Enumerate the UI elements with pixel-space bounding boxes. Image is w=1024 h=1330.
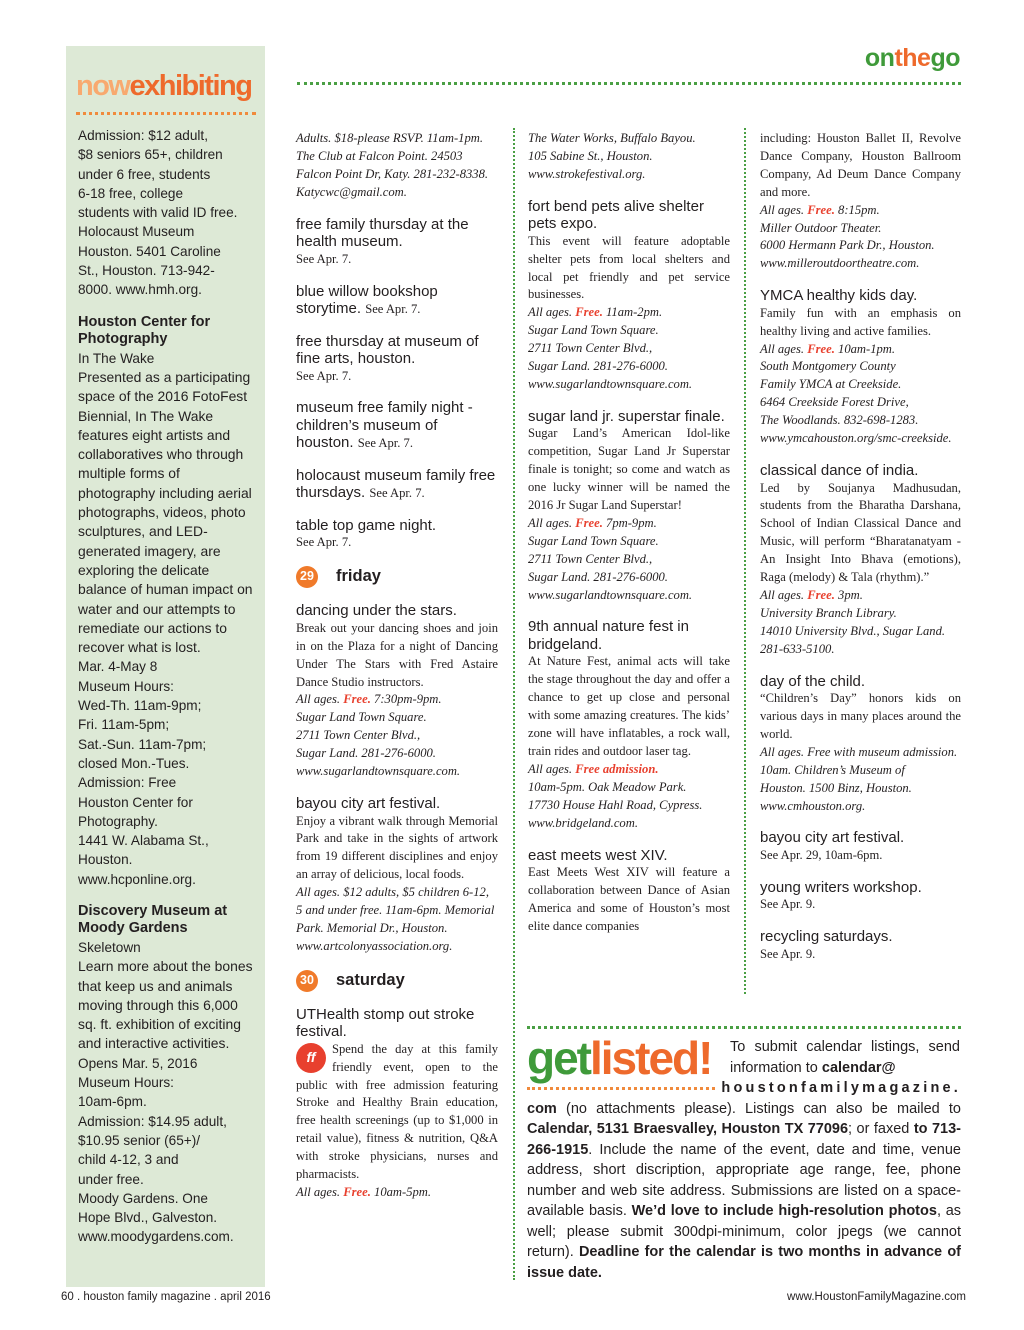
event-description: East Meets West XIV will feature a collaboration between Dance of Asian America and some of Houston’s most elite dance companies	[528, 865, 730, 933]
deadline-note: Deadline for the calendar is two months in advance of issue date.	[527, 1244, 962, 1281]
event-title: YMCA healthy kids day.	[760, 287, 918, 305]
event-description: “Children’s Day” honors kids on various days in many places around the world.	[760, 691, 961, 741]
event-see: See Apr. 7.	[296, 535, 352, 550]
get-listed-title: getlisted!	[527, 1032, 712, 1084]
event-details: All ages. Free. 11am-2pm.	[528, 305, 663, 320]
event-description: At Nature Fest, animal acts will take the stage throughout the day and offer a chance to get up close and personal with some amazing creatures. The kids’ zone will have inflatables, a rock wall, train rides and outdoor laser tag.	[528, 654, 730, 758]
event-title: free thursday at museum of fine arts, houston.	[296, 332, 479, 368]
day-header-30	[296, 970, 498, 992]
get-listed-intro: To submit calendar listings, send information to calendar@	[730, 1039, 960, 1076]
dm-title: Discovery Museum at Moody Gardens	[78, 902, 228, 937]
event-details: All ages. Free. 3pm.	[760, 587, 863, 602]
event-description: Enjoy a vibrant walk through Memorial Park and take in the sights of artwork from 19 different disciplines and enjoy an array of delicious, local foods.	[296, 813, 498, 882]
hcp-subtitle: In The Wake	[78, 350, 155, 366]
day-label: saturday	[336, 970, 405, 989]
column-divider	[744, 128, 746, 994]
event-details: All ages. Free. 7pm-9pm.	[528, 515, 657, 530]
event-title: museum free family night - children’s museum of houston. See Apr. 7.	[296, 399, 473, 452]
event-title: classical dance of india.	[760, 462, 919, 479]
event-title: young writers workshop.	[760, 878, 922, 896]
event-title: table top game night.	[296, 516, 437, 534]
event-description: Sugar Land’s American Idol-like competition, Sugar Land Jr Superstar finale is tonight; so come and watch as one lucky winner will be named the 2016 Jr Sugar Land Superstar!	[528, 426, 730, 512]
event-description: Led by Soujanya Madhusudan, students from the Bharatha Darshana, School of Indian Classical Dance and Music, will perform “Bharatanatyam - An Insight Into Bhava (emotions), Raga (melody) & Tala (rhythm).”	[760, 480, 961, 585]
event-title: blue willow bookshop storytime. See Apr. 7.	[296, 282, 438, 318]
event-title: day of the child.	[760, 672, 866, 690]
event-intro: Adults. $18-please RSVP. 11am-1pm. The Club at Falcon Point. 24503 Falcon Point Dr, Katy. 281-232-8338. Katycwc@gmail.com.	[296, 131, 489, 199]
event-title: free family thursday at the health museum.	[296, 215, 469, 251]
event-description: including: Houston Ballet II, Revolve Dance Company, Houston Ballroom Company, Ad Deum Dance Company and more.	[760, 131, 961, 199]
fax-number: to 713-266-1915	[527, 1121, 961, 1158]
dm-subtitle: Skeletown	[78, 939, 141, 955]
event-title: UTHealth stomp out stroke festival.	[296, 1005, 475, 1041]
event-title: bayou city art festival.	[760, 829, 905, 847]
event-title: holocaust museum family free thursdays. See Apr. 7.	[296, 466, 496, 502]
column-divider	[513, 128, 515, 1280]
hcp-info: Mar. 4-May 8 Museum Hours: Wed-Th. 11am-9pm; Fri. 11am-5pm; Sat.-Sun. 11am-7pm; closed Mon.-Tues. Admission: Free Houston Center for Photography. 1441 W. Alabama St., Houston. www.hcponline.org.	[78, 659, 209, 887]
calendar-email[interactable]: calendar@	[821, 1059, 896, 1076]
event-description: This event will feature adoptable shelter pets from local shelters and local pet friendly and pet service businesses.	[528, 233, 730, 302]
event-see: See Apr. 9.	[760, 946, 816, 961]
event-details: All ages. Free. 8:15pm.	[760, 202, 880, 217]
page-footer-website[interactable]: www.HoustonFamilyMagazine.com	[787, 1291, 966, 1303]
header-divider	[297, 82, 961, 85]
page-footer-left: 60 . houston family magazine . april 2016	[61, 1291, 271, 1303]
event-title: dancing under the stars.	[296, 602, 457, 620]
event-title: 9th annual nature fest in bridgeland.	[528, 618, 689, 653]
event-see: See Apr. 7.	[296, 251, 352, 266]
column-1: Adults. $18-please RSVP. 11am-1pm. The Club at Falcon Point. 24503 Falcon Point Dr, Katy. 281-232-8338. Katycwc@gmail.com. free family thursday at the health museum. See Apr. 7. blue willow bookshop storytime. See Apr. 7. free thursday at museum of fine arts, houston. See Apr. 7. museum free family night - children’s museum of houston. See Apr. 7. holocaust museum family free thursdays. See Apr. 7. table top game night. See Apr. 7. 29 friday dancing under the stars. Break out your dancing shoes and join in on the Plaza for a night of Dancing Under The Stars with Fred Astaire Dance Studio instructors. All ages. Free. 7:30pm-9pm. Sugar Land Town Square. 2711 Town Center Blvd., Sugar Land. 281-276-6000. www.sugarlandtownsquare.com. bayou city art festival. Enjoy a vibrant walk through Memorial Park and take in the sights of artwork from 19 different disciplines and enjoy an array of delicious, local foods. All ages. $12 adults, $5 children 6-12, 5 and under free. 11am-6pm. Memorial Park. Memorial Dr., Houston. www.artcolonyassociation.org. 30 saturday UTHealth stomp out stroke festival. ff Spend the day at this family friendly event, open to the public with free admission featuring Stroke and Healthy Brain education, free health screenings (up to $1,000 in retail value), fitness & nutrition, Q&A with stroke physicians, nurses and pharmacists. All ages. Free. 10am-5pm.	[296, 130, 498, 1202]
event-title: recycling saturdays.	[760, 928, 893, 946]
event-description: Family fun with an emphasis on healthy living and active families.	[760, 305, 961, 338]
event-title: bayou city art festival.	[296, 795, 441, 812]
event-details: All ages. Free admission.	[528, 761, 659, 776]
hmh-info: Admission: $12 adult, $8 seniors 65+, children under 6 free, students 6-18 free, college students with valid ID free. Holocaust Museum Houston. 5401 Caroline St., Houston. 713-942- 8000. www.hmh.org.	[78, 128, 238, 298]
dm-info: Opens Mar. 5, 2016 Museum Hours: 10am-6pm. Admission: $14.95 adult, $10.95 senior (65+)/ child 4-12, 3 and under free. Moody Gardens. One Hope Blvd., Galveston. www.moodygardens.com.	[78, 1055, 234, 1245]
event-title: east meets west XIV.	[528, 846, 668, 864]
column-3: including: Houston Ballet II, Revolve Dance Company, Houston Ballroom Company, Ad Deum Dance Company and more. All ages. Free. 8:15pm. Miller Outdoor Theater. 6000 Hermann Park Dr., Houston. www.milleroutdoortheatre.com. YMCA healthy kids day. Family fun with an emphasis on healthy living and active families. All ages. Free. 10am-1pm. South Montgomery County Family YMCA at Creekside. 6464 Creekside Forest Drive, The Woodlands. 832-698-1283. www.ymcahouston.org/smc-creekside. classical dance of india. Led by Soujanya Madhusudan, students from the Bharatha Darshana, School of Indian Classical Dance and Music, will perform “Bharatanatyam - An Insight Into Bhava (emotions), Raga (melody) & Tala (rhythm).” All ages. Free. 3pm. University Branch Library. 14010 University Blvd., Sugar Land. 281-633-5100. day of the child. “Children’s Day” honors kids on various days in many places around the world. All ages. Free with museum admission. 10am. Children’s Museum of Houston. 1500 Binz, Houston. www.cmhouston.org. bayou city art festival. See Apr. 29, 10am-6pm. young writers workshop. See Apr. 9. recycling saturdays. See Apr. 9.	[760, 130, 961, 964]
event-details: All ages. Free. 7:30pm-9pm.	[296, 692, 442, 707]
sidebar-content	[78, 126, 256, 1247]
hcp-description: Presented as a participating space of the 2016 FotoFest Biennial, In The Wake features eight artists and collaboratives who through multiple forms of photography including aerial photographs, videos, photo sculptures, and LED-generated imagery, are exploring the delicate balance of human impact on water and our attempts to remediate our actions to recover what is lost.	[78, 368, 253, 656]
houston-family-logo-icon: ff	[296, 1043, 326, 1073]
event-see: See Apr. 9.	[760, 897, 816, 912]
event-details: All ages. $12 adults, $5 children 6-12, 5 and under free. 11am-6pm. Memorial Park. Memorial Dr., Houston. www.artcolonyassociation.org.	[296, 885, 495, 953]
getlisted-divider	[527, 1026, 961, 1029]
event-description: ff Spend the day at this family friendly event, open to the public with free admission featuring Stroke and Healthy Brain education, free health screenings (up to $1,000 in retail value), fitness & nutrition, Q&A with stroke physicians, nurses and pharmacists.	[296, 1041, 498, 1182]
event-details: All ages. Free. 10am-1pm.	[760, 341, 896, 356]
hcp-title: Houston Center for Photography	[78, 313, 211, 348]
event-title: sugar land jr. superstar finale.	[528, 407, 725, 425]
mailing-address: Calendar, 5131 Braesvalley, Houston TX 77096	[527, 1121, 849, 1137]
event-see: See Apr. 7.	[296, 368, 352, 383]
section-title: onthego	[864, 44, 960, 72]
get-listed-body: houstonfamilymagazine. com (no attachments please). Listings can also be mailed to Calendar, 5131 Braesvalley, Houston TX 77096; or faxed to 713-266-1915. Include the name of the event, date and time, venue address, short discription, appropriate age range, fee, phone number and web site address. Submissions are listed on a space-available basis. We’d love to include high-resolution photos, as well; please submit 300dpi-minimum, color jpegs (we cannot return). Deadline for the calendar is two months in advance of issue date.	[527, 1080, 962, 1281]
event-title: fort bend pets alive shelter pets expo.	[528, 197, 704, 233]
event-description: Break out your dancing shoes and join in on the Plaza for a night of Dancing Under The Stars with Fred Astaire Dance Studio instructors.	[296, 620, 498, 689]
event-details: All ages. Free. 10am-5pm.	[296, 1185, 432, 1199]
sidebar-divider	[76, 112, 256, 115]
column-2: The Water Works, Buffalo Bayou. 105 Sabine St., Houston. www.strokefestival.org. fort bend pets alive shelter pets expo. This event will feature adoptable shelter pets from local shelters and local pet friendly and pet service businesses. All ages. Free. 11am-2pm. Sugar Land Town Square. 2711 Town Center Blvd., Sugar Land. 281-276-6000. www.sugarlandtownsquare.com. sugar land jr. superstar finale. Sugar Land’s American Idol-like competition, Sugar Land Jr Superstar finale is tonight; so come and watch as one lucky winner will be named the 2016 Jr Sugar Land Superstar! All ages. Free. 7pm-9pm. Sugar Land Town Square. 2711 Town Center Blvd., Sugar Land. 281-276-6000. www.sugarlandtownsquare.com. 9th annual nature fest in bridgeland. At Nature Fest, animal acts will take the stage throughout the day and offer a chance to get up close and personal with some amazing creatures. The kids’ zone will have inflatables, a rock wall, train rides and outdoor laser tag. All ages. Free admission. 10am-5pm. Oak Meadow Park. 17730 House Hahl Road, Cypress. www.bridgeland.com. east meets west XIV. East Meets West XIV will feature a collaboration between Dance of Asian America and some of Houston’s most elite dance companies	[528, 130, 730, 936]
day-number-badge: 29	[296, 566, 318, 588]
calendar-email-domain[interactable]: houstonfamilymagazine.	[721, 1080, 961, 1096]
day-header-29	[296, 566, 498, 588]
event-see: See Apr. 29, 10am-6pm.	[760, 847, 883, 862]
day-label: friday	[336, 567, 381, 586]
now-exhibiting-title: nowexhibiting	[76, 70, 252, 102]
day-number-badge: 30	[296, 970, 318, 992]
dm-description: Learn more about the bones that keep us and animals moving through this 6,000 sq. ft. exhibition of exciting and interactive activities.	[78, 958, 253, 1052]
